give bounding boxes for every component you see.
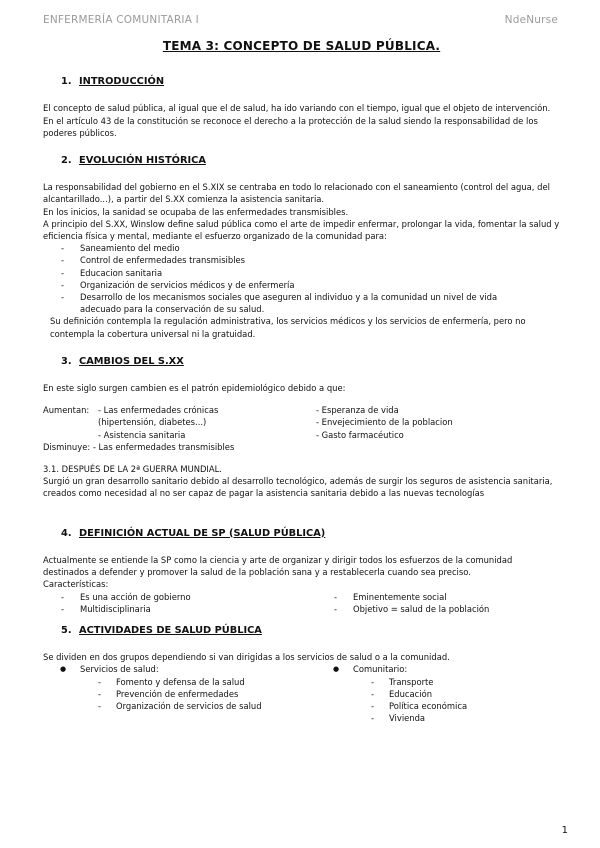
list-item: - Vivienda (316, 712, 560, 724)
list-item: - Es una acción de gobierno (43, 591, 316, 603)
section-title: ACTIVIDADES DE SALUD PÚBLICA (79, 624, 262, 636)
section-number: 2. (61, 155, 72, 167)
paragraph: Surgió un gran desarrollo sanitario debido al desarrollo tecnológico, además de surgir los seguros de asistencia sanitaria, creados como necesidad al no ser capaz de pagar la asistencia sanitaria debido a las nuevas tecnologías (43, 476, 553, 499)
list-item: - Transporte (316, 676, 560, 688)
group-servicios-salud (43, 663, 316, 675)
paragraph: En este siglo surgen cambien es el patrón epidemiológico debido a que: (43, 383, 346, 394)
list-item: - Control de enfermedades transmisibles (43, 254, 560, 266)
section-2-heading (61, 155, 560, 167)
paragraph: Actualmente se entiende la SP como la ciencia y arte de organizar y dirigir todos los esfuerzos de la comunidad destinados a defender y promover la salud de la población sana y a restablecerla cuando sea preciso. (43, 554, 513, 578)
section-5-heading (61, 625, 560, 637)
page-title: TEMA 3: CONCEPTO DE SALUD PÚBLICA. (162, 39, 441, 53)
paragraph: La responsabilidad del gobierno en el S.XIX se centraba en todo lo relacionado con el saneamiento (control del agua, del alcantarillado...), a partir del S.XX comienza la asistencia sanitaria. (43, 182, 550, 205)
list-item: - Educación (316, 688, 560, 700)
section-title: INTRODUCCIÓN (79, 76, 165, 88)
list-item: - Fomento y defensa de la salud (43, 676, 316, 688)
group-comunitario (316, 663, 560, 675)
list-item: - Política económica (316, 700, 560, 712)
aumentan-item: - Las enfermedades crónicas (98, 405, 219, 416)
aumentan-label: Aumentan: (43, 405, 90, 416)
aumentan-item: - Esperanza de vida (316, 405, 399, 416)
paragraph: Se dividen en dos grupos dependiendo si van dirigidas a los servicios de salud o a la comunidad. (43, 652, 450, 663)
aumentan-item: - Gasto farmacéutico (316, 429, 404, 440)
paragraph: Su definición contempla la regulación administrativa, los servicios médicos y los servicios de enfermería, pero no contempla la cobertura universal ni la gratuidad. (50, 316, 526, 339)
list-item: - Objetivo = salud de la población (316, 603, 560, 615)
section-4-heading (61, 528, 560, 540)
winslow-list (43, 242, 560, 315)
activities-groups (43, 663, 560, 724)
aumentan-row (43, 404, 560, 416)
list-item-continuation: adecuado para la conservación de su salud. (80, 304, 265, 315)
aumentan-item: - Envejecimiento de la poblacion (316, 417, 453, 428)
list-item: - Prevención de enfermedades (43, 688, 316, 700)
subsection-heading: 3.1. DESPUÉS DE LA 2ª GUERRA MUNDIAL. (43, 464, 222, 475)
group-label: Comunitario: (353, 664, 408, 675)
list-item: - Eminentemente social (316, 591, 560, 603)
section-number: 3. (61, 355, 72, 367)
section-number: 4. (61, 527, 72, 539)
header-author: NdeNurse (504, 14, 558, 26)
aumentan-item: (hipertensión, diabetes...) (98, 417, 207, 428)
paragraph: A principio del S.XX, Winslow define salud pública como el arte de impedir enfermar, prolongar la vida, fomentar la salud y eficiencia física y mental, mediante el esfuerzo organizado de la comunidad para: (43, 218, 560, 242)
characteristics-list (43, 591, 560, 615)
document-body (43, 40, 560, 724)
list-item: - Desarrollo de los mecanismos sociales que aseguren al individuo y a la comunidad un nivel de vida (43, 291, 560, 303)
group-label: Servicios de salud: (80, 664, 159, 675)
section-number: 5. (61, 624, 72, 636)
list-item: - Multidisciplinaria (43, 603, 316, 615)
section-number: 1. (61, 76, 72, 88)
list-item: - Saneamiento del medio (43, 242, 560, 254)
section-3-heading (61, 356, 560, 368)
list-item: - Organización de servicios médicos y de enfermería (43, 279, 560, 291)
paragraph: En los inicios, la sanidad se ocupaba de las enfermedades transmisibles. (43, 206, 349, 217)
paragraph: El concepto de salud pública, al igual que el de salud, ha ido variando con el tiempo, igual que el objeto de intervención. (43, 103, 551, 114)
list-item: - Educacion sanitaria (43, 267, 560, 279)
section-title: CAMBIOS DEL S.XX (79, 355, 184, 367)
disminuye-line: Disminuye: - Las enfermedades transmisibles (43, 441, 235, 452)
list-item: - Organización de servicios de salud (43, 700, 316, 712)
header-course: ENFERMERÍA COMUNITARIA I (43, 14, 199, 26)
paragraph: En el artículo 43 de la constitución se reconoce el derecho a la protección de la salud siendo la responsabilidad de los poderes públicos. (43, 115, 538, 138)
page-number: 1 (561, 825, 568, 836)
section-title: DEFINICIÓN ACTUAL DE SP (SALUD PÚBLICA) (79, 527, 326, 539)
characteristics-label: Características: (43, 579, 109, 590)
aumentan-item: - Asistencia sanitaria (98, 429, 186, 440)
section-title: EVOLUCIÓN HISTÓRICA (79, 155, 206, 167)
section-1-heading (61, 76, 560, 88)
